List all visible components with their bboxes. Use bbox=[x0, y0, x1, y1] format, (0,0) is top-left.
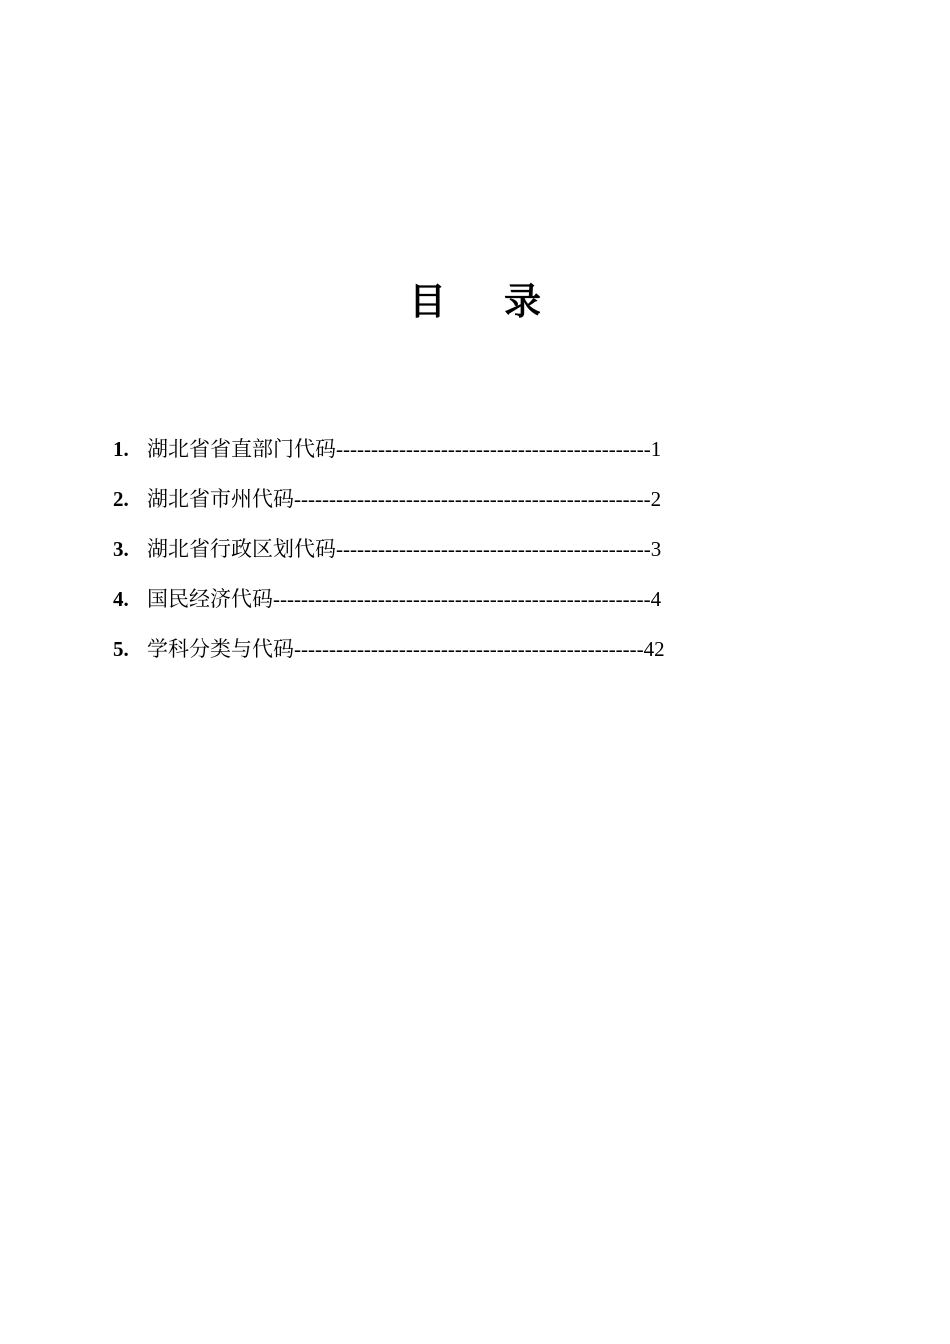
page-title bbox=[0, 279, 950, 325]
toc-entry[interactable] bbox=[113, 630, 813, 680]
toc-entry-leader: --------------------------------------------- bbox=[336, 537, 651, 561]
page-title-part-1: 目 bbox=[409, 280, 446, 323]
toc-entry[interactable] bbox=[113, 430, 813, 480]
toc-entry-page: 1 bbox=[650, 437, 662, 461]
toc-entry-number: 2. bbox=[113, 487, 129, 511]
toc-entry[interactable] bbox=[113, 530, 813, 580]
toc-entry-number: 1. bbox=[113, 437, 129, 461]
toc-entry-number: 4. bbox=[113, 587, 129, 611]
toc-entry-label: 湖北省省直部门代码 bbox=[147, 437, 336, 461]
toc-entry-leader: --------------------------------------------------- bbox=[294, 487, 651, 511]
toc-entry-page: 42 bbox=[643, 637, 665, 661]
table-of-contents bbox=[113, 430, 813, 680]
toc-entry-label: 湖北省市州代码 bbox=[147, 487, 294, 511]
toc-entry-page: 2 bbox=[650, 487, 662, 511]
toc-entry[interactable] bbox=[113, 580, 813, 630]
toc-entry[interactable] bbox=[113, 480, 813, 530]
toc-entry-leader: ------------------------------------------------------ bbox=[273, 587, 651, 611]
toc-entry-leader: --------------------------------------------- bbox=[336, 437, 651, 461]
toc-entry-label: 学科分类与代码 bbox=[147, 637, 294, 661]
toc-entry-label: 国民经济代码 bbox=[147, 587, 273, 611]
toc-entry-page: 3 bbox=[650, 537, 662, 561]
toc-entry-number: 5. bbox=[113, 637, 129, 661]
toc-entry-leader: -------------------------------------------------- bbox=[294, 637, 644, 661]
toc-entry-number: 3. bbox=[113, 537, 129, 561]
toc-entry-label: 湖北省行政区划代码 bbox=[147, 537, 336, 561]
page-title-part-2: 录 bbox=[504, 280, 541, 323]
toc-entry-page: 4 bbox=[650, 587, 662, 611]
